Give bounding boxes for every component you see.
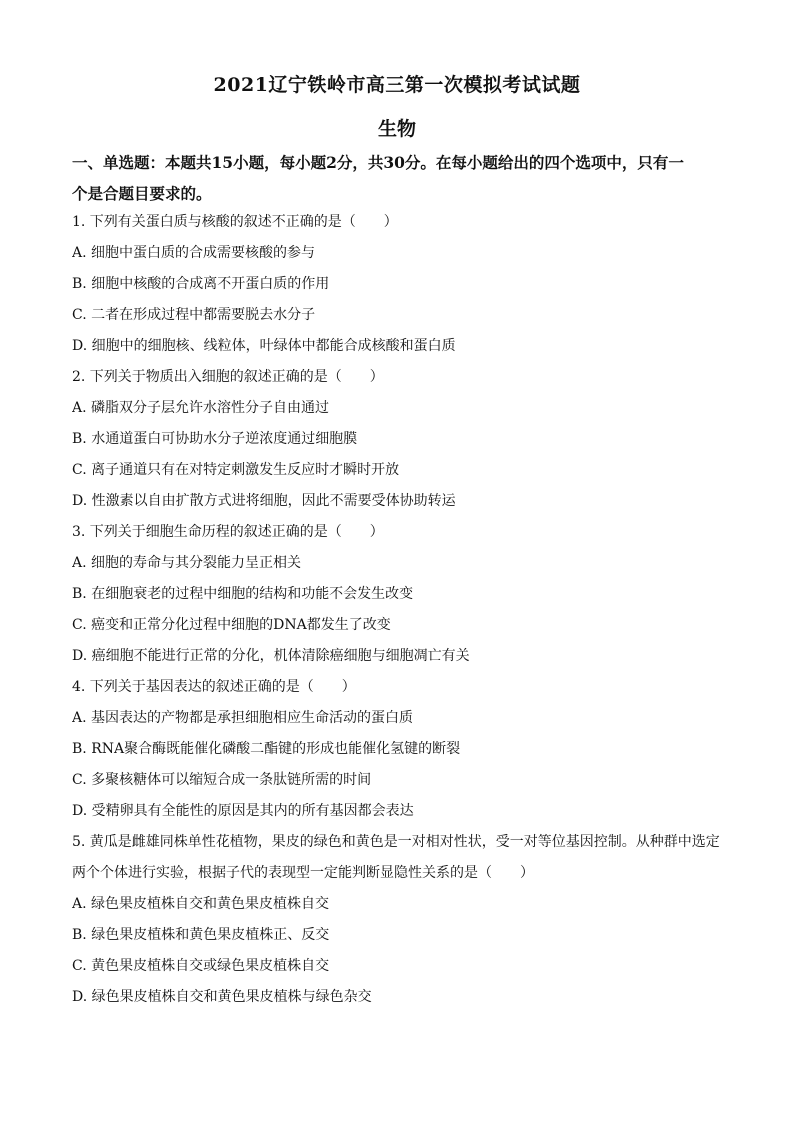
question-stem: 2. 下列关于物质出入细胞的叙述正确的是（ ） (72, 369, 384, 385)
option-a: A. 绿色果皮植株自交和黄色果皮植株自交 (72, 896, 330, 912)
option-d: D. 细胞中的细胞核、线粒体，叶绿体中都能合成核酸和蛋白质 (72, 338, 456, 354)
option-d: D. 绿色果皮植株自交和黄色果皮植株与绿色杂交 (72, 989, 372, 1005)
question-stem: 1. 下列有关蛋白质与核酸的叙述不正确的是（ ） (72, 214, 398, 230)
section-heading-line-1: 一、单选题：本题共15小题，每小题2分，共30分。在每小题给出的四个选项中，只有一 (72, 153, 684, 172)
question-stem: 3. 下列关于细胞生命历程的叙述正确的是（ ） (72, 524, 384, 540)
option-c: C. 黄色果皮植株自交或绿色果皮植株自交 (72, 958, 330, 974)
question-stem: 4. 下列关于基因表达的叙述正确的是（ ） (72, 679, 356, 695)
question-3 (72, 517, 732, 672)
section-heading-line-2: 个是合题目要求的。 (72, 184, 212, 203)
option-a: A. 细胞的寿命与其分裂能力呈正相关 (72, 555, 302, 571)
question-list (72, 207, 732, 1013)
subject-title: 生物 (377, 118, 416, 140)
option-c: C. 多聚核糖体可以缩短合成一条肽链所需的时间 (72, 772, 372, 788)
question-stem-line-1: 5. 黄瓜是雌雄同株单性花植物，果皮的绿色和黄色是一对相对性状，受一对等位基因控制。从种群中选定 (72, 834, 720, 850)
section-heading (72, 147, 732, 209)
option-b: B. 水通道蛋白可协助水分子逆浓度通过细胞膜 (72, 431, 358, 447)
option-d: D. 性激素以自由扩散方式进将细胞，因此不需要受体协助转运 (72, 493, 456, 509)
option-d: D. 受精卵具有全能性的原因是其内的所有基因都会表达 (72, 803, 414, 819)
question-1 (72, 207, 732, 362)
option-a: A. 基因表达的产物都是承担细胞相应生命活动的蛋白质 (72, 710, 414, 726)
option-b: B. 细胞中核酸的合成离不开蛋白质的作用 (72, 276, 330, 292)
option-b: B. 绿色果皮植株和黄色果皮植株正、反交 (72, 927, 330, 943)
option-c: C. 癌变和正常分化过程中细胞的DNA都发生了改变 (72, 617, 391, 633)
option-b: B. 在细胞衰老的过程中细胞的结构和功能不会发生改变 (72, 586, 414, 602)
option-c: C. 二者在形成过程中都需要脱去水分子 (72, 307, 316, 323)
question-stem-line-2: 两个个体进行实验，根据子代的表现型一定能判断显隐性关系的是（ ） (72, 865, 534, 881)
option-a: A. 细胞中蛋白质的合成需要核酸的参与 (72, 245, 316, 261)
question-5 (72, 827, 732, 1013)
option-b: B. RNA聚合酶既能催化磷酸二酯键的形成也能催化氢键的断裂 (72, 741, 461, 757)
option-d: D. 癌细胞不能进行正常的分化，机体清除癌细胞与细胞凋亡有关 (72, 648, 470, 664)
option-a: A. 磷脂双分子层允许水溶性分子自由通过 (72, 400, 330, 416)
question-2 (72, 362, 732, 517)
option-c: C. 离子通道只有在对特定刺激发生反应时才瞬时开放 (72, 462, 400, 478)
question-4 (72, 672, 732, 827)
exam-title: 2021辽宁铁岭市高三第一次模拟考试试题 (213, 74, 581, 96)
